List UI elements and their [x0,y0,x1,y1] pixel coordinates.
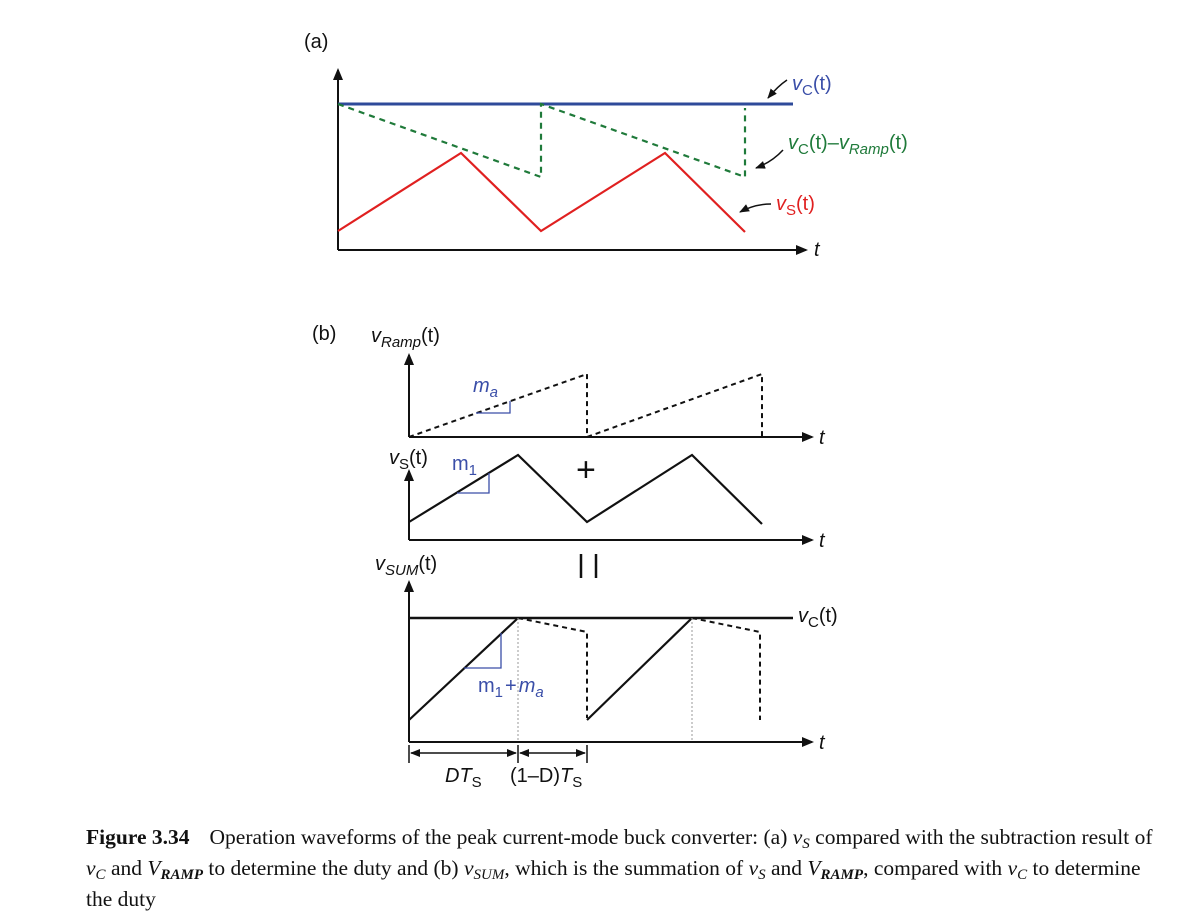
plus-sign: + [576,451,596,489]
caption-text: , compared with [863,856,1008,880]
caption-vramp: V [807,856,821,880]
caption-vc-sub: C [1017,867,1028,883]
vramp-label: $v_{Ramp}(t)$ [371,325,440,351]
vsum-dashed-1 [518,618,587,718]
vs-callout-arrow [740,204,771,212]
diff-label-a: $v_C(t)-v_{Ramp}(t)$ [788,132,908,158]
caption-text: Operation waveforms of the peak current-mode buck converter: (a) [209,825,793,849]
vsum-dashed-2 [692,618,760,720]
caption-text: and [765,856,808,880]
m1-label: $m_1$ [452,453,478,479]
caption-vs-sub: S [758,867,766,883]
vs-label-a: $v_S(t)$ [776,193,815,219]
vs-label-b: $v_S(t)$ [389,447,428,473]
caption-text: compared with the subtraction result of [809,825,1153,849]
vs-waveform-red [338,153,745,232]
vc-label-b: $v_C(t)$ [798,605,838,631]
caption-vs: v [792,825,803,849]
vs-t-label: t [819,530,825,552]
ramp-t-label: t [819,427,825,449]
caption-vc: v [86,856,96,880]
vc-label-a: $v_C(t)$ [792,73,832,99]
panel-a-label: (a) [304,31,329,53]
caption-vramp-sub: RAMP [820,867,864,883]
caption-text: to determine the duty [86,856,1141,911]
m1-ma-label: $m_1 + m_a$ [478,675,544,701]
caption-vsum: v [463,856,474,880]
figure-number: Figure 3.34 [86,825,190,849]
vc-minus-vramp-waveform [338,104,745,177]
panel-b-label: (b) [312,323,337,345]
caption-vramp-sub: RAMP [160,867,204,883]
caption-text: and [105,856,148,880]
ma-label: $m_a$ [473,375,499,401]
caption-vs: v [748,856,759,880]
dts-label: $DT_S$ [445,765,482,791]
caption-vc: v [1007,856,1018,880]
figure-caption [86,822,1156,915]
panel-a-t-label: t [814,239,820,261]
diff-callout-arrow [756,150,783,168]
caption-vc-sub: C [95,867,106,883]
vc-callout-arrow [768,80,787,98]
vsum-label: $v_{SUM}(t)$ [375,553,438,579]
vramp-waveform [409,374,762,437]
vsum-t-label: t [819,732,825,754]
one-minus-d-label: $(1-D)T_S$ [510,765,583,791]
vsum-rise-2 [587,618,692,720]
caption-text: , which is the summation of [504,856,749,880]
caption-vs-sub: S [802,836,810,852]
caption-vramp: V [147,856,161,880]
caption-vsum-sub: SUM [473,867,505,883]
caption-text: to determine the duty and (b) [203,856,464,880]
